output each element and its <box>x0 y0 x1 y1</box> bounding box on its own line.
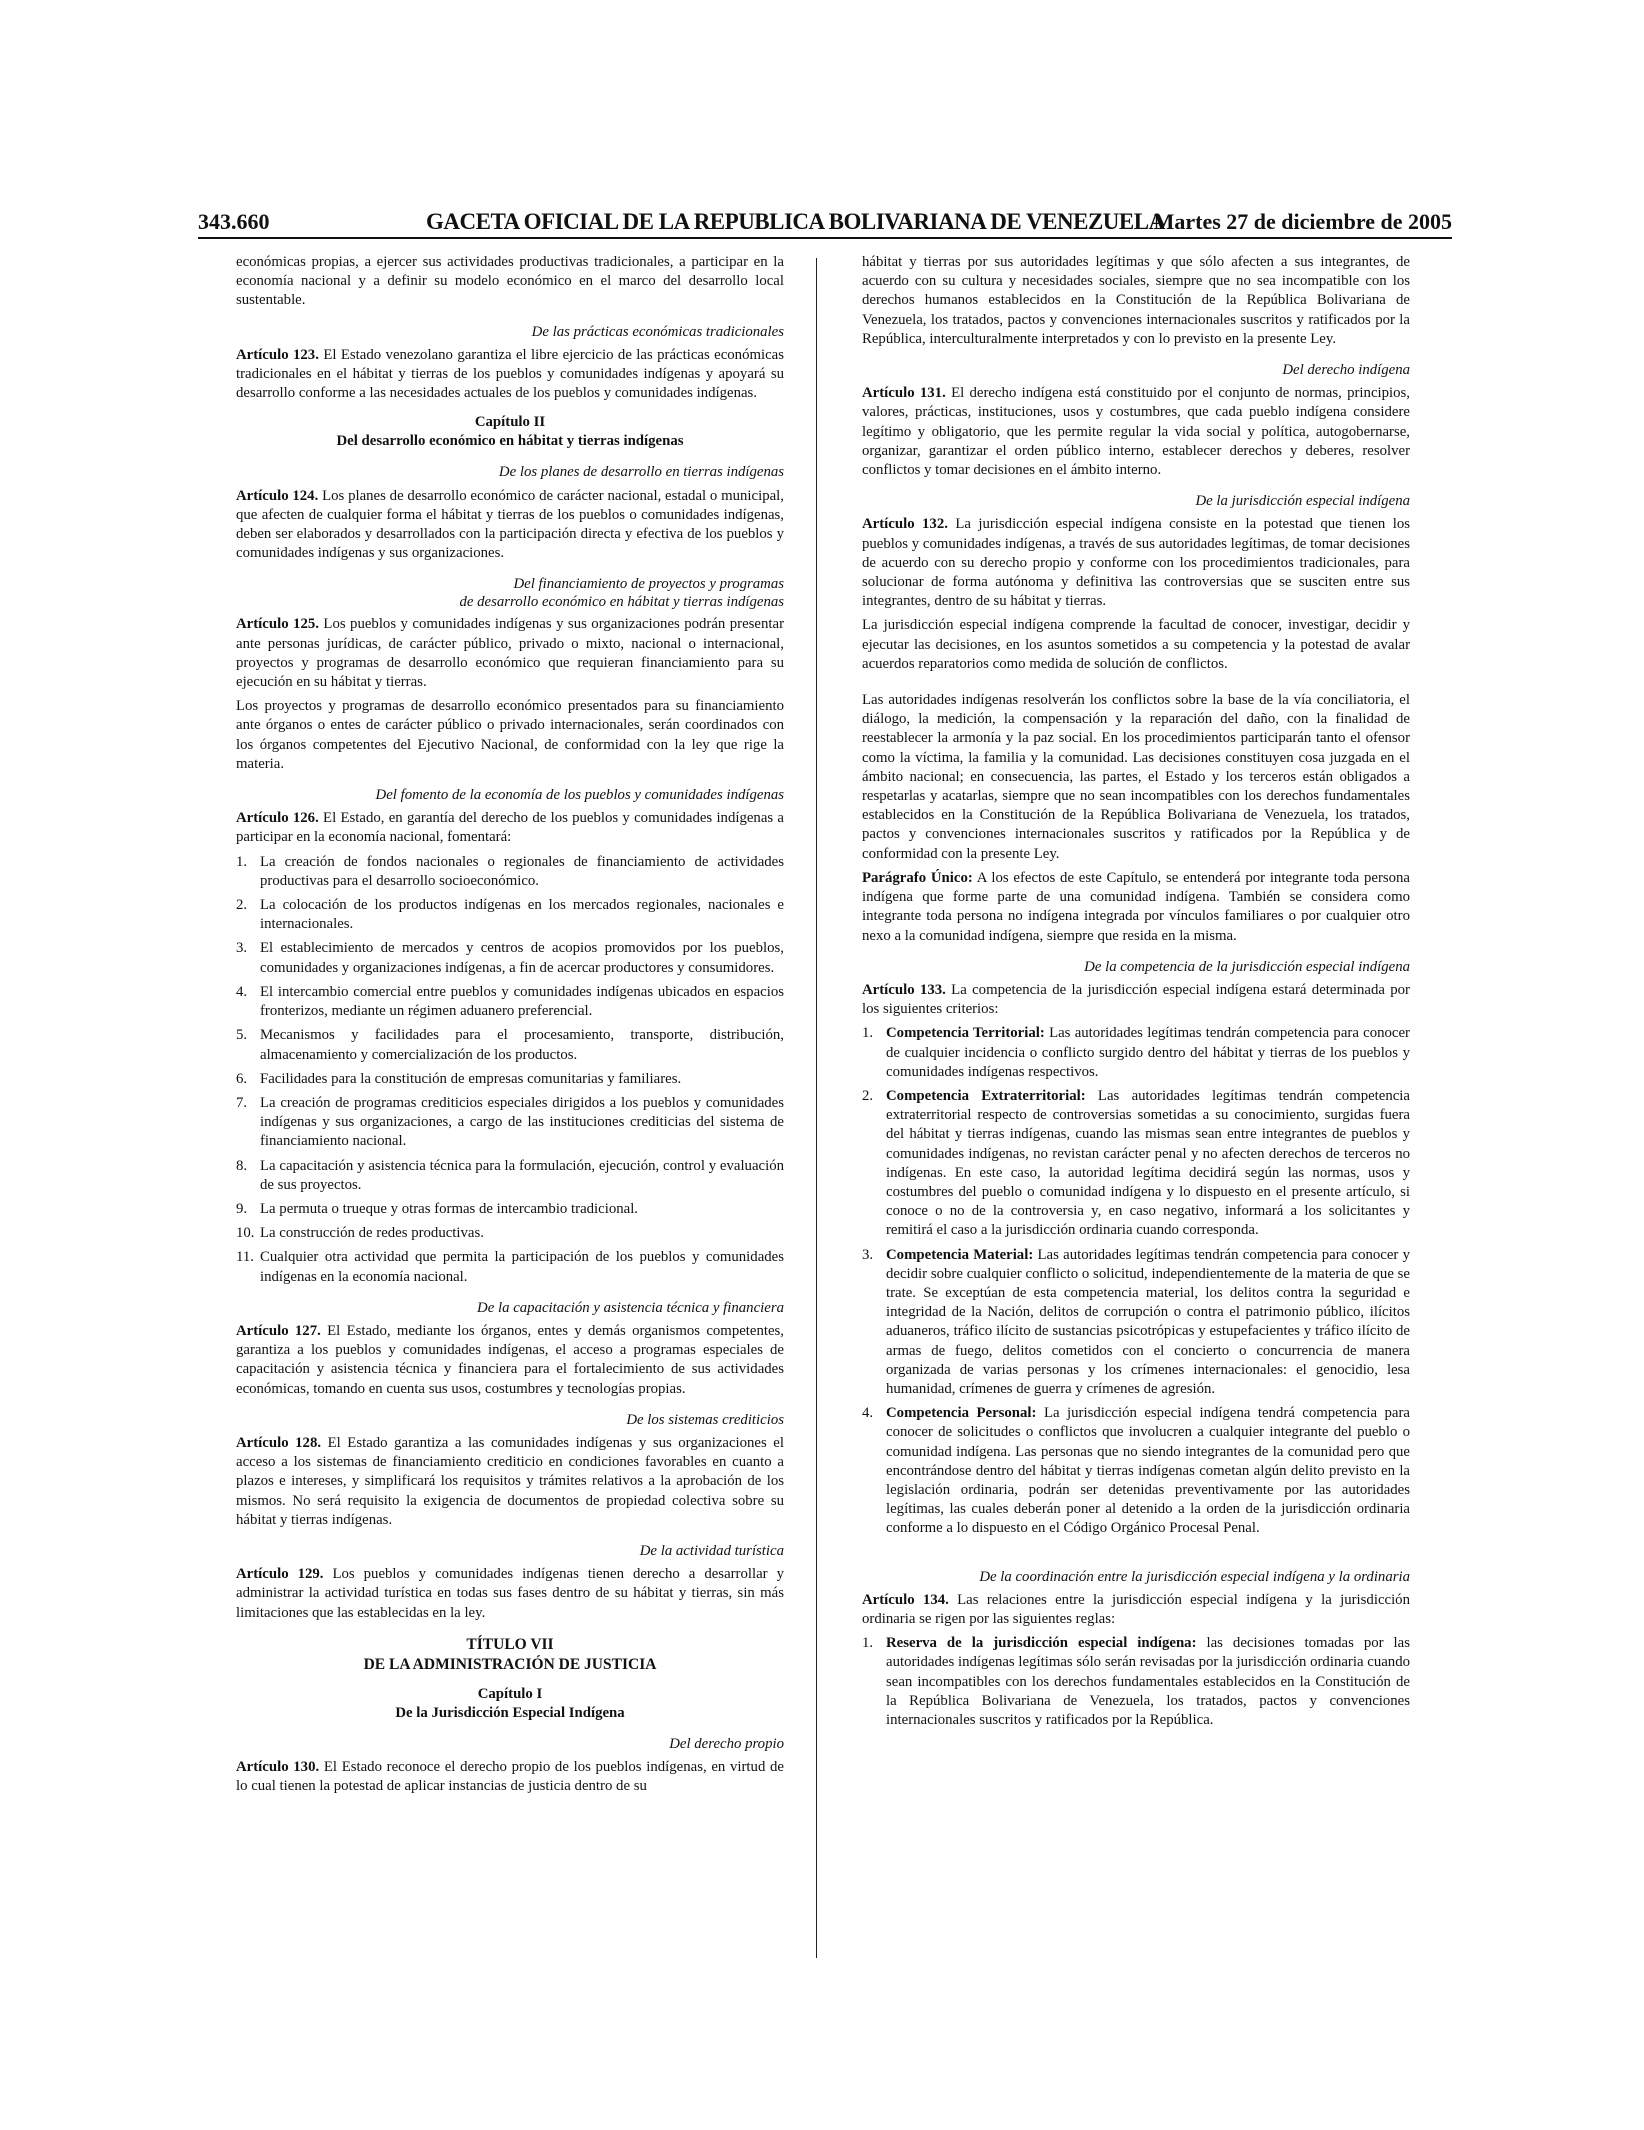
article-label: Artículo 127. <box>236 1322 321 1339</box>
article-text: Los pueblos y comunidades indígenas tienen derecho a desarrollar y administrar la actividad turística en todas sus fases dentro de su hábitat y tierras, sin más limitaciones que las establecidas en la ley. <box>236 1566 784 1621</box>
list-item-text: El establecimiento de mercados y centros de acopios promovidos por los pueblos, comunidades y organizaciones indígenas, a fin de acercar productores y consumidores. <box>260 940 784 976</box>
article-133 <box>862 981 1410 1019</box>
article-label: Artículo 125. <box>236 616 319 633</box>
list-item-text <box>886 1087 1410 1241</box>
list-item <box>862 1246 1410 1400</box>
spacer <box>862 679 1410 691</box>
article-text: Las relaciones entre la jurisdicción especial indígena y la jurisdicción ordinaria se rigen por las siguientes reglas: <box>862 1591 1410 1627</box>
section-subtitle: De los planes de desarrollo en tierras indígenas <box>498 464 784 481</box>
chapter-heading <box>236 1685 784 1723</box>
left-column <box>236 253 784 1801</box>
list-item-body: las decisiones tomadas por las autoridades indígenas legítimas sólo serán revisadas por la jurisdicción ordinaria cuando sean incompatibles con los derechos fundamentales establecidos en la Constitución de la República Bolivariana de Venezuela, los tratados, pactos y convenciones internacionales suscritos y ratificados por la República. <box>886 1635 1410 1729</box>
section-subtitle: De la competencia de la jurisdicción especial indígena <box>1084 958 1410 975</box>
article-label: Artículo 123. <box>236 346 319 363</box>
list-item <box>862 1404 1410 1538</box>
list-item-text: El intercambio comercial entre pueblos y comunidades indígenas ubicados en espacios fronterizos, mediante un régimen aduanero preferencial. <box>260 983 784 1020</box>
list-item <box>862 1087 1410 1241</box>
list-item-text: La permuta o trueque y otras formas de intercambio tradicional. <box>260 1200 638 1217</box>
list-item <box>862 1024 1410 1082</box>
chapter-title: Del desarrollo económico en hábitat y tierras indígenas <box>336 433 684 450</box>
list-item-text: Cualquier otra actividad que permita la participación de los pueblos y comunidades indígenas en la economía nacional. <box>260 1249 784 1285</box>
right-column <box>862 253 1410 1735</box>
article-text: El Estado, mediante los órganos, entes y demás organismos competentes, garantiza a los pueblos y comunidades indígenas, el acceso a programas especiales de capacitación y asistencia técnica y financiera para el fortalecimiento de sus actividades económicas, tomando en cuenta sus usos, costumbres y tecnologías propias. <box>236 1322 784 1397</box>
article-paragraph: La jurisdicción especial indígena comprende la facultad de conocer, investigar, decidir y ejecutar las decisiones, en los asuntos sometidos a su competencia y la potestad de avalar acuerdos reparatorios como medida de solución de conflictos. <box>862 617 1410 672</box>
list-item-number: 1. <box>862 1025 874 1042</box>
article-text: El Estado garantiza a las comunidades indígenas y sus organizaciones el acceso a los sistemas de financiamiento crediticio en condiciones favorables en cuanto a plazos e intereses, y simplificará los requisitos y trámites relativos a la aprobación de los mismos. No será requisito la exigencia de documentos de propiedad colectiva sobre su hábitat y tierras indígenas. <box>236 1434 784 1528</box>
article-label: Artículo 134. <box>862 1591 949 1608</box>
article-label: Artículo 128. <box>236 1434 322 1451</box>
list-item-text: Facilidades para la constitución de empresas comunitarias y familiares. <box>260 1070 682 1087</box>
article-label: Artículo 133. <box>862 981 946 998</box>
chapter-title: De la Jurisdicción Especial Indígena <box>395 1704 625 1721</box>
list-item-number: 8. <box>236 1157 248 1174</box>
list-item-number: 3. <box>862 1246 874 1263</box>
article-text: La jurisdicción especial indígena consiste en la potestad que tienen los pueblos y comunidades indígenas, a través de sus autoridades legítimas, de tomar decisiones de acuerdo con su derecho propio y conforme con los procedimientos tradicionales, para solucionar de forma autónoma y definitiva las controversias que se susciten entre sus integrantes, dentro de su hábitat y tierras. <box>862 516 1410 610</box>
continued-text: económicas propias, a ejercer sus actividades productivas tradicionales, a participar en la economía nacional y a definir su modelo económico en el marco del desarrollo local sustentable. <box>236 254 784 309</box>
section-subtitle: De la capacitación y asistencia técnica y financiera <box>477 1299 784 1316</box>
list-item-body: La jurisdicción especial indígena tendrá competencia para conocer de solicitudes o conflictos que involucren a cualquier integrante del pueblo o comunidad indígena. Las personas que no siendo integrantes de la comunidad pero que encontrándose dentro del hábitat y tierras indígenas cometan algún delito previsto en la legislación ordinaria, podrán ser detenidas preventivamente por las autoridades legítimas, las cuales deberán poner al detenido a la orden de la jurisdicción ordinaria conforme a lo dispuesto en el Código Orgánico Procesal Penal. <box>886 1405 1410 1537</box>
list-item <box>236 1248 784 1286</box>
article-134-list <box>862 1634 1410 1730</box>
paragrafo-unico <box>862 869 1410 946</box>
article-123 <box>236 346 784 404</box>
article-125 <box>236 615 784 692</box>
article-text: El derecho indígena está constituido por el conjunto de normas, principios, valores, prácticas, instituciones, usos y costumbres, que cada pueblo indígena considere legítimo y obligatorio, que les permite regular la vida social y política, autogobernarse, organizar, garantizar el orden público interno, establecer derechos y deberes, resolver conflictos y tomar decisiones en el ámbito interno. <box>862 385 1410 479</box>
list-item <box>236 1094 784 1152</box>
list-item-text: La colocación de los productos indígenas en los mercados regionales, nacionales e internacionales. <box>260 897 784 933</box>
article-126-list <box>236 853 784 1287</box>
list-item <box>236 1200 784 1219</box>
section-subtitle: De la coordinación entre la jurisdicción especial indígena y la ordinaria <box>979 1568 1410 1585</box>
section-subtitle: De la jurisdicción especial indígena <box>1195 493 1410 510</box>
article-text: El Estado reconoce el derecho propio de los pueblos indígenas, en virtud de lo cual tienen la potestad de aplicar instancias de justicia dentro de su <box>236 1758 784 1795</box>
list-item-heading: Competencia Territorial: <box>886 1025 1045 1042</box>
list-item-number: 1. <box>236 853 248 870</box>
list-item <box>236 1026 784 1064</box>
article-text: Los planes de desarrollo económico de carácter nacional, estadal o municipal, que afecten de cualquier forma el hábitat y tierras de los pueblos o comunidades indígenas, deben ser elaborados y desarrollados con la participación directa y efectiva de los pueblos y comunidades indígenas y sus organizaciones. <box>236 487 784 562</box>
article-127 <box>236 1322 784 1399</box>
list-item-text: La creación de fondos nacionales o regionales de financiamiento de actividades productivas para el desarrollo socioeconómico. <box>260 853 784 889</box>
list-item-body: Las autoridades legítimas tendrán competencia extraterritorial respecto de controversias sometidas a su conocimiento, surgidas fuera del hábitat y tierras indígenas, cuando las mismas sean entre integrantes de pueblos y comunidades indígenas, no revistan carácter penal y no afecten derechos de terceros no indígenas. En este caso, la autoridad legítima decidirá según las normas, usos y costumbres del pueblo o comunidad indígena y lo dispuesto en el presente artículo, si conoce o no de la controversia y, en caso negativo, informará a los solicitantes y remitirá el caso a la jurisdicción ordinaria cuando corresponda. <box>886 1087 1410 1239</box>
list-item <box>236 983 784 1021</box>
section-subtitle: Del derecho propio <box>669 1735 784 1752</box>
list-item <box>236 1224 784 1243</box>
list-item-number: 11. <box>236 1249 254 1266</box>
article-paragraph: Los proyectos y programas de desarrollo económico presentados para su financiamiento ante órganos o entes de carácter público o privado internacionales, serán coordinados con los órganos competentes del Ejecutivo Nacional, de conformidad con la ley que rige la materia. <box>236 698 784 772</box>
list-item-number: 10. <box>236 1225 255 1242</box>
list-item-body: Las autoridades legítimas tendrán competencia para conocer de cualquier incidencia o conflicto surgido dentro del hábitat y tierras de los pueblos y comunidades indígenas respectivos. <box>886 1025 1410 1080</box>
section-subtitle: De la actividad turística <box>639 1542 784 1559</box>
article-133-list <box>862 1024 1410 1538</box>
list-item-number: 3. <box>236 940 248 957</box>
list-item-number: 9. <box>236 1200 248 1217</box>
list-item-text: La construcción de redes productivas. <box>260 1225 484 1242</box>
article-paragraph: Las autoridades indígenas resolverán los conflictos sobre la base de la vía conciliatoria, el diálogo, la medición, la compensación y la reparación del daño, con la finalidad de reestablecer la armonía y la paz social. En los procedimientos participarán tanto el ofensor como la víctima, la familia y la comunidad. Las decisiones constituyen cosa juzgada en el ámbito nacional; en consecuencia, las partes, el Estado y los terceros están obligados a respetarlas y acatarlas, siempre que no sean incompatibles con los derechos fundamentales establecidos en la Constitución de la República Bolivariana de Venezuela, los tratados, pactos y convenciones internacionales suscritos y ratificados por la República y de conformidad con la presente Ley. <box>862 692 1410 862</box>
column-divider <box>816 258 817 1958</box>
list-item-text: La capacitación y asistencia técnica para la formulación, ejecución, control y evaluación de sus proyectos. <box>260 1157 784 1193</box>
article-text: El Estado venezolano garantiza el libre ejercicio de las prácticas económicas tradicionales en el hábitat y tierras de los pueblos y comunidades indígenas y apoyará su desarrollo conforme a las necesidades actuales de los pueblos y comunidades indígenas. <box>236 346 784 402</box>
list-item-text: La creación de programas crediticios especiales dirigidos a los pueblos y comunidades indígenas y sus organizaciones, a cargo de las instituciones crediticias del sistema de financiamiento nacional. <box>260 1094 784 1150</box>
list-item-number: 2. <box>236 897 248 914</box>
article-label: Artículo 124. <box>236 487 319 504</box>
list-item-text <box>886 1634 1410 1730</box>
article-124 <box>236 487 784 564</box>
list-item-number: 6. <box>236 1070 248 1087</box>
subtitle-line: de desarrollo económico en hábitat y tierras indígenas <box>459 594 784 611</box>
list-item-number: 1. <box>862 1635 874 1652</box>
article-132 <box>862 515 1410 611</box>
list-item <box>236 1070 784 1089</box>
list-item-number: 4. <box>862 1405 874 1422</box>
chapter-number: Capítulo II <box>474 414 546 431</box>
article-128 <box>236 1434 784 1530</box>
issue-date: Martes 27 de diciembre de 2005 <box>1153 209 1452 234</box>
list-item <box>236 1157 784 1195</box>
list-item-text <box>886 1024 1410 1082</box>
article-text: Los pueblos y comunidades indígenas y sus organizaciones podrán presentar ante personas jurídicas, de carácter público, privado o mixto, nacional o internacional, proyectos y programas de desarrollo económico que requieran financiamiento para su ejecución en su hábitat y tierras. <box>236 616 784 691</box>
list-item-number: 2. <box>862 1087 874 1104</box>
page-header <box>198 209 1452 239</box>
section-subtitle: De las prácticas económicas tradicionales <box>531 323 784 340</box>
article-126 <box>236 809 784 847</box>
section-subtitle: Del fomento de la economía de los pueblos y comunidades indígenas <box>375 787 784 804</box>
article-129 <box>236 1565 784 1623</box>
spacer <box>862 1544 1410 1556</box>
list-item-text <box>886 1404 1410 1538</box>
list-item-heading: Competencia Extraterritorial: <box>886 1087 1086 1104</box>
subtitle-line: Del financiamiento de proyectos y programas <box>513 576 784 593</box>
article-130 <box>236 1758 784 1796</box>
list-item-heading: Competencia Personal: <box>886 1405 1037 1422</box>
page-number: 343.660 <box>198 209 270 234</box>
paragrafo-text: A los efectos de este Capítulo, se entenderá por integrante toda persona indígena que forme parte de una comunidad indígena. También se considera como integrante toda persona no indígena integrada por vínculos familiares o por cualquier otro nexo a la comunidad indígena, siempre que resida en la misma. <box>862 869 1410 944</box>
list-item-body: Las autoridades legítimas tendrán competencia para conocer y decidir sobre cualquier conflicto o solicitud, independientemente de la materia de que se trate. Se exceptúan de esta competencia material, los delitos contra la seguridad e integridad de la Nación, delitos de corrupción o contra el patrimonio público, ilícitos aduaneros, tráfico ilícito de sustancias psicotrópicas y estupefacientes y tráfico ilícito de armas de fuego, delitos cometidos con el concierto o concurrencia de manera organizada de varias personas y los crímenes internacionales: el genocidio, lesa humanidad, crímenes de guerra y crímenes de agresión. <box>886 1246 1410 1397</box>
article-label: Artículo 130. <box>236 1758 320 1775</box>
section-subtitle <box>236 575 784 611</box>
list-item <box>862 1634 1410 1730</box>
list-item-number: 7. <box>236 1094 248 1111</box>
title-number: TÍTULO VII <box>466 1635 554 1653</box>
article-text: El Estado, en garantía del derecho de los pueblos y comunidades indígenas a participar en la economía nacional, fomentará: <box>236 810 784 846</box>
chapter-number: Capítulo I <box>477 1685 543 1702</box>
article-text: La competencia de la jurisdicción especial indígena estará determinada por los siguientes criterios: <box>862 981 1410 1018</box>
list-item <box>236 939 784 977</box>
article-134 <box>862 1591 1410 1629</box>
chapter-heading <box>236 413 784 451</box>
article-label: Artículo 129. <box>236 1566 324 1583</box>
title-heading <box>236 1635 784 1675</box>
article-label: Artículo 131. <box>862 385 946 402</box>
section-subtitle: De los sistemas crediticios <box>626 1411 784 1428</box>
list-item-heading: Reserva de la jurisdicción especial indígena: <box>886 1635 1197 1652</box>
continued-text: hábitat y tierras por sus autoridades legítimas y que sólo afecten a sus integrantes, de acuerdo con su cultura y necesidades sociales, siempre que no sea incompatible con los derechos humanos establecidos en la Constitución de la República Bolivariana de Venezuela, los tratados, pactos y convenciones internacionales suscritos y ratificados por la República, interculturalmente interpretados y con lo previsto en la presente Ley. <box>862 254 1410 347</box>
article-131 <box>862 384 1410 480</box>
gazette-title: GACETA OFICIAL DE LA REPUBLICA BOLIVARIANA DE VENEZUELA <box>426 209 1165 234</box>
list-item <box>236 853 784 891</box>
list-item-text <box>886 1246 1410 1400</box>
title-name: DE LA ADMINISTRACIÓN DE JUSTICIA <box>363 1655 657 1673</box>
list-item <box>236 896 784 934</box>
list-item-heading: Competencia Material: <box>886 1246 1034 1263</box>
article-label: Artículo 132. <box>862 516 948 533</box>
article-label: Artículo 126. <box>236 810 319 827</box>
list-item-text: Mecanismos y facilidades para el procesamiento, transporte, distribución, almacenamiento y comercialización de los productos. <box>260 1027 784 1063</box>
section-subtitle: Del derecho indígena <box>1282 362 1410 379</box>
paragrafo-label: Parágrafo Único: <box>862 869 973 886</box>
list-item-number: 4. <box>236 983 248 1000</box>
list-item-number: 5. <box>236 1027 248 1044</box>
